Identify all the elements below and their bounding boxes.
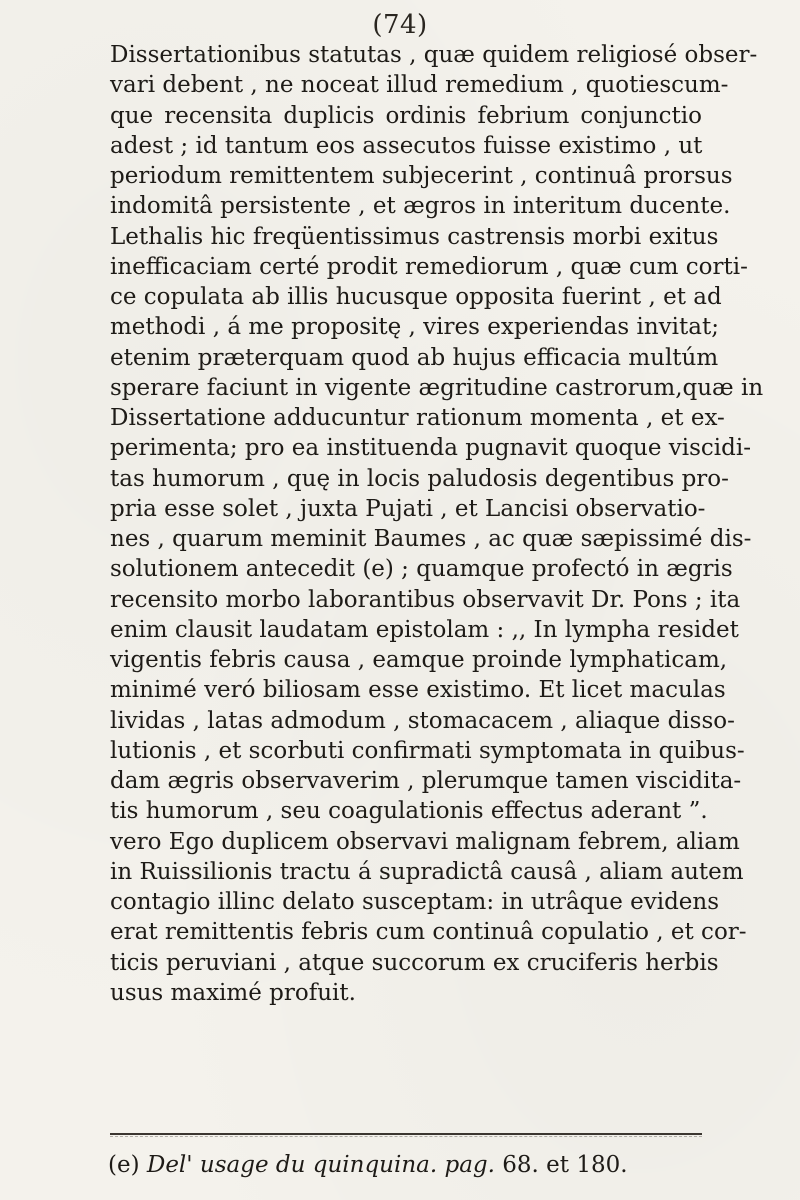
- text-line: que recensita duplicis ordinis febrium conjunctio: [110, 102, 702, 129]
- text-line: recensito morbo laborantibus observavit Dr. Pons ; ita: [110, 586, 741, 613]
- footnote-rule: [110, 1133, 702, 1135]
- text-line: periodum remittentem subjecerint , continuâ prorsus: [110, 163, 733, 189]
- text-line: tas humorum , quę in locis paludosis degentibus pro-: [110, 465, 729, 492]
- text-line: enim clausit laudatam epistolam : ,, In lympha residet: [110, 616, 739, 643]
- text-line: pria esse solet , juxta Pujati , et Lancisi observatio-: [110, 495, 706, 522]
- text-line: ticis peruviani , atque succorum ex cruciferis herbis: [110, 949, 719, 976]
- text-line: dam ægris observaverim , plerumque tamen viscidita-: [110, 768, 742, 794]
- footnote-title: Del' usage du quinquina. pag.: [146, 1152, 495, 1178]
- text-line: Dissertatione adducuntur rationum momenta , et ex-: [110, 405, 725, 431]
- text-line: sperare faciunt in vigente ægritudine castrorum,quæ in: [110, 374, 764, 401]
- footnote-marker: (e): [108, 1152, 140, 1178]
- text-line: in Ruissilionis tractu á supradictâ causâ , aliam autem: [110, 858, 744, 885]
- page-number: (74): [372, 10, 428, 40]
- text-line: perimenta; pro ea instituenda pugnavit quoque viscidi-: [110, 435, 752, 462]
- footnote: [108, 1150, 708, 1180]
- text-line: indomitâ persistente , et ægros in interitum ducente.: [110, 193, 731, 220]
- text-line: etenim præterquam quod ab hujus efficacia multúm: [110, 344, 719, 371]
- text-line: lividas , latas admodum , stomacacem , aliaque disso-: [110, 707, 735, 734]
- text-line: tis humorum , seu coagulationis effectus aderant ”.: [110, 798, 708, 825]
- footnote-pages: 68. et 180.: [502, 1152, 628, 1178]
- text-line: solutionem antecedit (e) ; quamque profectó in ægris: [110, 556, 733, 583]
- text-line: Dissertationibus statutas , quæ quidem religiosé obser-: [110, 42, 758, 68]
- text-line: contagio illinc delato susceptam: in utrâque evidens: [110, 889, 720, 915]
- text-line: Lethalis hic freqüentissimus castrensis morbi exitus: [110, 223, 719, 250]
- text-line: erat remittentis febris cum continuâ copulatio , et cor-: [110, 919, 747, 946]
- text-line: vero Ego duplicem observavi malignam febrem, aliam: [110, 828, 740, 855]
- text-line: adest ; id tantum eos assecutos fuisse existimo , ut: [110, 132, 703, 159]
- text-line: vigentis febris causa , eamque proinde lymphaticam,: [110, 647, 728, 673]
- main-text: [110, 40, 764, 1008]
- text-line: methodi , á me propositę , vires experiendas invitat;: [110, 314, 719, 341]
- text-line-last: usus maximé profuit.: [110, 979, 356, 1006]
- text-line: nes , quarum meminit Baumes , ac quæ sæpissimé dis-: [110, 526, 752, 552]
- text-line: inefficaciam certé prodit remediorum , quæ cum corti-: [110, 253, 748, 280]
- text-line: minimé veró biliosam esse existimo. Et licet maculas: [110, 677, 726, 704]
- text-line: ce copulata ab illis hucusque opposita fuerint , et ad: [110, 284, 722, 310]
- text-line: lutionis , et scorbuti confirmati symptomata in quibus-: [110, 737, 745, 764]
- text-line: vari debent , ne noceat illud remedium , quotiescum-: [110, 72, 729, 99]
